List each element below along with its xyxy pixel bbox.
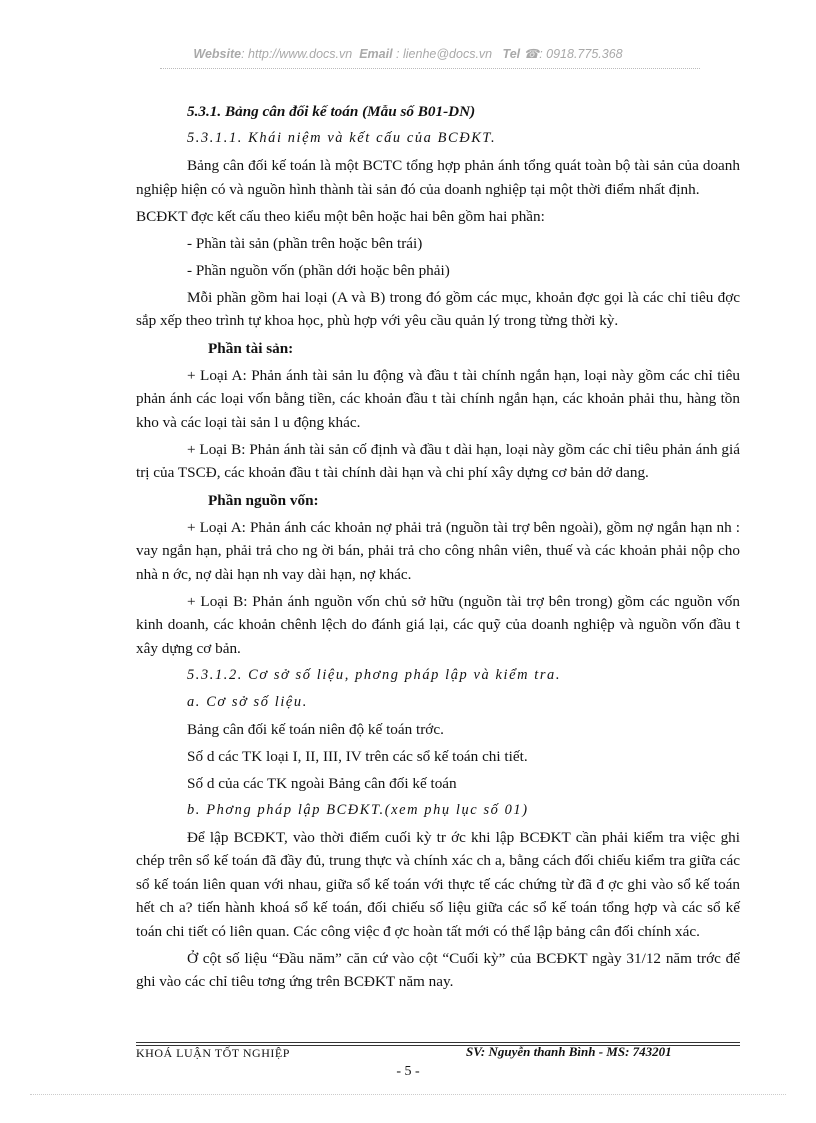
website-url[interactable]: : http://www.docs.vn — [241, 47, 353, 61]
part-heading-assets: Phần tài sản: — [208, 339, 294, 357]
subheading-b: b. Phơng pháp lập BCĐKT.(xem phụ lục số 01) — [187, 801, 529, 818]
tel-number: ☎: 0918.775.368 — [523, 47, 623, 61]
header-divider — [160, 68, 700, 69]
tel-label: Tel — [502, 47, 521, 61]
paragraph: + Loại B: Phản ánh nguồn vốn chủ sở hữu (nguồn tài trợ bên trong) gồm các nguồn vốn kinh doanh, các khoản chênh lệch do đánh giá lại, các quỹ của doanh nghiệp và nguồn vốn đầu t xây dựng cơ bản. — [136, 592, 740, 657]
footer-student-info: SV: Nguyễn thanh Bình - MS: 743201 — [466, 1044, 672, 1059]
page-header — [0, 46, 816, 61]
email-label: Email — [359, 47, 393, 61]
paragraph: BCĐKT đợc kết cấu theo kiểu một bên hoặc hai bên gồm hai phần: — [136, 207, 545, 225]
list-item: Số d của các TK ngoài Bảng cân đối kế toán — [187, 774, 457, 792]
subsection-title-1: 5.3.1.1. Khái niệm và kết cấu của BCĐKT. — [187, 130, 497, 146]
section-title: 5.3.1. Bảng cân đối kế toán (Mẫu số B01-DN) — [187, 103, 476, 120]
subsection-title-2: 5.3.1.2. Cơ sở số liệu, phơng pháp lập và kiểm tra. — [187, 666, 562, 683]
document-body — [136, 100, 740, 997]
paragraph: Để lập BCĐKT, vào thời điểm cuối kỳ tr ớc khi lập BCĐKT cần phải kiểm tra việc ghi chép trên sổ kế toán đã đầy đủ, trung thực và chính xác ch a, bằng cách đối chiếu kiểm tra giữa các sổ kế toán liên quan với nhau, giữa sổ kế toán với thực tế các chứng từ đã đ ợc ghi vào sổ kế toán hết ch a? tiến hành khoá sổ kế toán, đối chiếu số liệu giữa các sổ kế toán tổng hợp và các sổ kế toán chi tiết có liên quan. Các công việc đ ợc hoàn tất mới có thể lập bảng cân đối chính xác. — [136, 828, 740, 940]
paragraph: Bảng cân đối kế toán là một BCTC tổng hợp phản ánh tổng quát toàn bộ tài sản của doanh nghiệp hiện có và nguồn hình thành tài sản đó của doanh nghiệp tại một thời điểm nhất định. — [136, 157, 740, 198]
paragraph: Ở cột số liệu “Đầu năm” căn cứ vào cột “Cuối kỳ” của BCĐKT ngày 31/12 năm trớc để ghi vào các chỉ tiêu tơng ứng trên BCĐKT năm nay. — [136, 949, 740, 990]
list-item: Số d các TK loại I, II, III, IV trên các sổ kế toán chi tiết. — [187, 747, 528, 765]
website-label: Website — [193, 47, 242, 61]
page-number: - 5 - — [396, 1064, 420, 1079]
email-address[interactable]: : lienhe@docs.vn — [396, 47, 493, 61]
footer-thesis-label: KHOÁ LUẬN TỐT NGHIỆP — [136, 1046, 290, 1060]
part-heading-sources: Phần nguồn vốn: — [208, 491, 319, 509]
list-item: - Phần tài sản (phần trên hoặc bên trái) — [187, 234, 423, 252]
paragraph: + Loại B: Phản ánh tài sản cố định và đầu t dài hạn, loại này gồm các chỉ tiêu phản ánh giá trị của TSCĐ, các khoản đầu t tài chính dài hạn và chi phí xây dựng cơ bản dở dang. — [136, 440, 740, 481]
list-item: Bảng cân đối kế toán niên độ kế toán trớc. — [187, 720, 444, 738]
paragraph: + Loại A: Phản ánh tài sản lu động và đầu t tài chính ngắn hạn, loại này gồm các chỉ tiêu phản ánh các loại vốn bằng tiền, các khoản đầu t tài chính ngắn hạn, các khoản phải thu, hàng tồn kho và các loại tài sản l u động khác. — [136, 366, 740, 431]
page-bottom-divider — [30, 1094, 786, 1095]
subheading-a: a. Cơ sở số liệu. — [187, 693, 308, 710]
footer-divider — [136, 1042, 740, 1043]
paragraph: Mỗi phần gồm hai loại (A và B) trong đó gồm các mục, khoản đợc gọi là các chỉ tiêu đợc sắp xếp theo trình tự khoa học, phù hợp với yêu cầu quản lý trong từng thời kỳ. — [136, 288, 740, 329]
paragraph: + Loại A: Phản ánh các khoản nợ phải trả (nguồn tài trợ bên ngoài), gồm nợ ngắn hạn nh : vay ngắn hạn, phải trả cho ng ời bán, phải trả cho công nhân viên, thuế và các khoản phải nộp cho nhà n ớc, nợ dài hạn nh vay dài hạn, nợ khác. — [136, 518, 740, 583]
list-item: - Phần nguồn vốn (phần dới hoặc bên phải) — [187, 261, 450, 279]
